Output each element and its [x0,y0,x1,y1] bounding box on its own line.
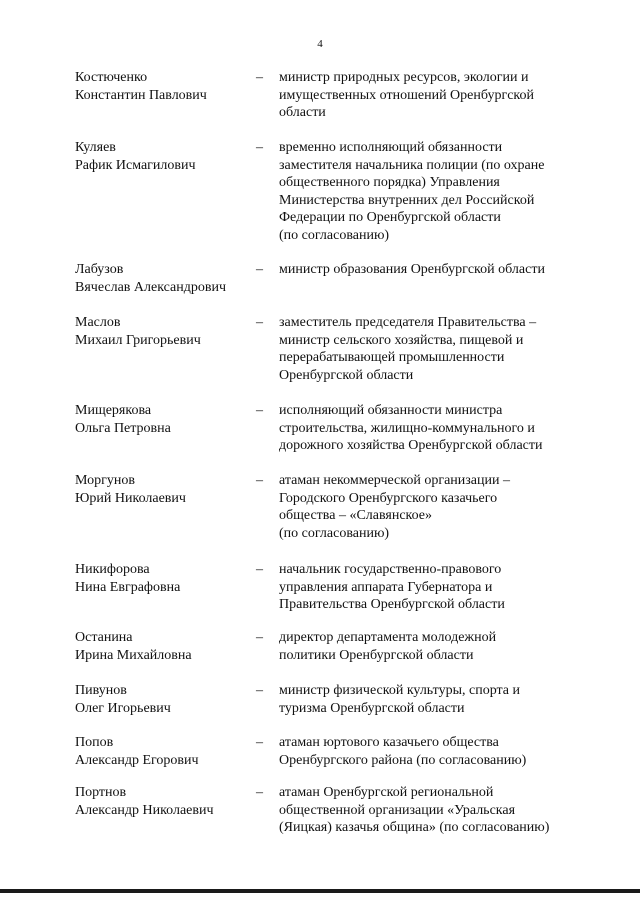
dash-separator: – [256,473,263,488]
position-line: министр сельского хозяйства, пищевой и [279,332,524,348]
member-position [279,314,579,384]
position-line: общества – «Славянское» [279,508,433,524]
member-name [75,314,250,349]
position-line: Федерации по Оренбургской области [279,210,501,226]
dash-separator: – [256,403,263,418]
member-position [279,69,579,122]
position-line: Оренбургской области [279,367,414,383]
member-given-name: Михаил Григорьевич [75,332,201,348]
position-line: области [279,105,326,121]
member-given-name: Вячеслав Александрович [75,279,227,295]
position-line: Правительства Оренбургской области [279,597,505,613]
position-line: общественной организации «Уральская [279,802,516,818]
member-name [75,734,250,769]
page-number: 4 [317,38,323,50]
member-given-name: Ирина Михайловна [75,647,192,663]
position-line: министр физической культуры, спорта и [279,683,521,698]
member-surname: Маслов [75,315,121,330]
position-line: (по согласованию) [279,227,390,243]
position-line: дорожного хозяйства Оренбургской области [279,438,543,454]
dash-separator: – [256,785,263,800]
member-surname: Куляев [75,140,116,155]
member-given-name: Константин Павлович [75,87,207,103]
position-line: строительства, жилищно-коммунального и [279,420,535,436]
dash-separator: – [256,140,263,155]
position-line: атаман Оренбургской региональной [279,785,494,800]
position-line: Городского Оренбургского казачьего [279,490,498,506]
position-line: политики Оренбургской области [279,647,474,663]
member-position [279,139,579,245]
position-line: директор департамента молодежной [279,630,497,645]
member-surname: Мищерякова [75,403,152,418]
member-position [279,561,579,614]
member-position [279,682,579,717]
position-line: атаман некоммерческой организации – [279,473,510,488]
position-line: заместителя начальника полиции (по охране [279,157,545,173]
bottom-rule [0,889,640,893]
member-name [75,261,250,296]
dash-separator: – [256,70,263,85]
position-line: начальник государственно-правового [279,562,502,577]
member-name [75,69,250,104]
member-given-name: Ольга Петровна [75,420,171,436]
member-name [75,561,250,596]
member-given-name: Александр Егорович [75,752,199,768]
position-line: управления аппарата Губернатора и [279,579,493,595]
member-position [279,402,579,455]
member-position [279,261,579,279]
member-position [279,784,579,837]
position-line: общественного порядка) Управления [279,175,500,191]
member-surname: Попов [75,735,114,750]
dash-separator: – [256,683,263,698]
dash-separator: – [256,735,263,750]
dash-separator: – [256,562,263,577]
position-line: перерабатывающей промышленности [279,350,505,366]
member-surname: Останина [75,630,133,645]
member-name [75,629,250,664]
position-line: (Яицкая) казачья община» (по согласованию) [279,820,550,836]
member-surname: Портнов [75,785,127,800]
position-line: исполняющий обязанности министра [279,403,503,418]
position-line: (по согласованию) [279,525,390,541]
member-given-name: Олег Игорьевич [75,700,171,716]
dash-separator: – [256,630,263,645]
member-position [279,734,579,769]
member-position [279,629,579,664]
position-line: туризма Оренбургской области [279,700,465,716]
member-surname: Пивунов [75,683,127,698]
member-surname: Моргунов [75,473,135,488]
position-line: атаман юртового казачьего общества [279,735,499,750]
member-surname: Костюченко [75,70,148,85]
member-position [279,472,579,542]
member-given-name: Рафик Исмагилович [75,157,196,173]
dash-separator: – [256,262,263,277]
member-name [75,472,250,507]
dash-separator: – [256,315,263,330]
member-given-name: Александр Николаевич [75,802,214,818]
member-given-name: Нина Евграфовна [75,579,181,595]
member-name [75,139,250,174]
position-line: министр природных ресурсов, экологии и [279,70,529,85]
position-line: временно исполняющий обязанности [279,140,503,155]
position-line: Министерства внутренних дел Российской [279,192,535,208]
member-given-name: Юрий Николаевич [75,490,186,506]
position-line: имущественных отношений Оренбургской [279,87,535,103]
member-surname: Лабузов [75,262,124,277]
member-surname: Никифорова [75,562,150,577]
member-name [75,402,250,437]
position-line: министр образования Оренбургской области [279,262,545,277]
position-line: заместитель председателя Правительства – [279,315,537,330]
member-name [75,682,250,717]
member-name [75,784,250,819]
position-line: Оренбургского района (по согласованию) [279,752,527,768]
